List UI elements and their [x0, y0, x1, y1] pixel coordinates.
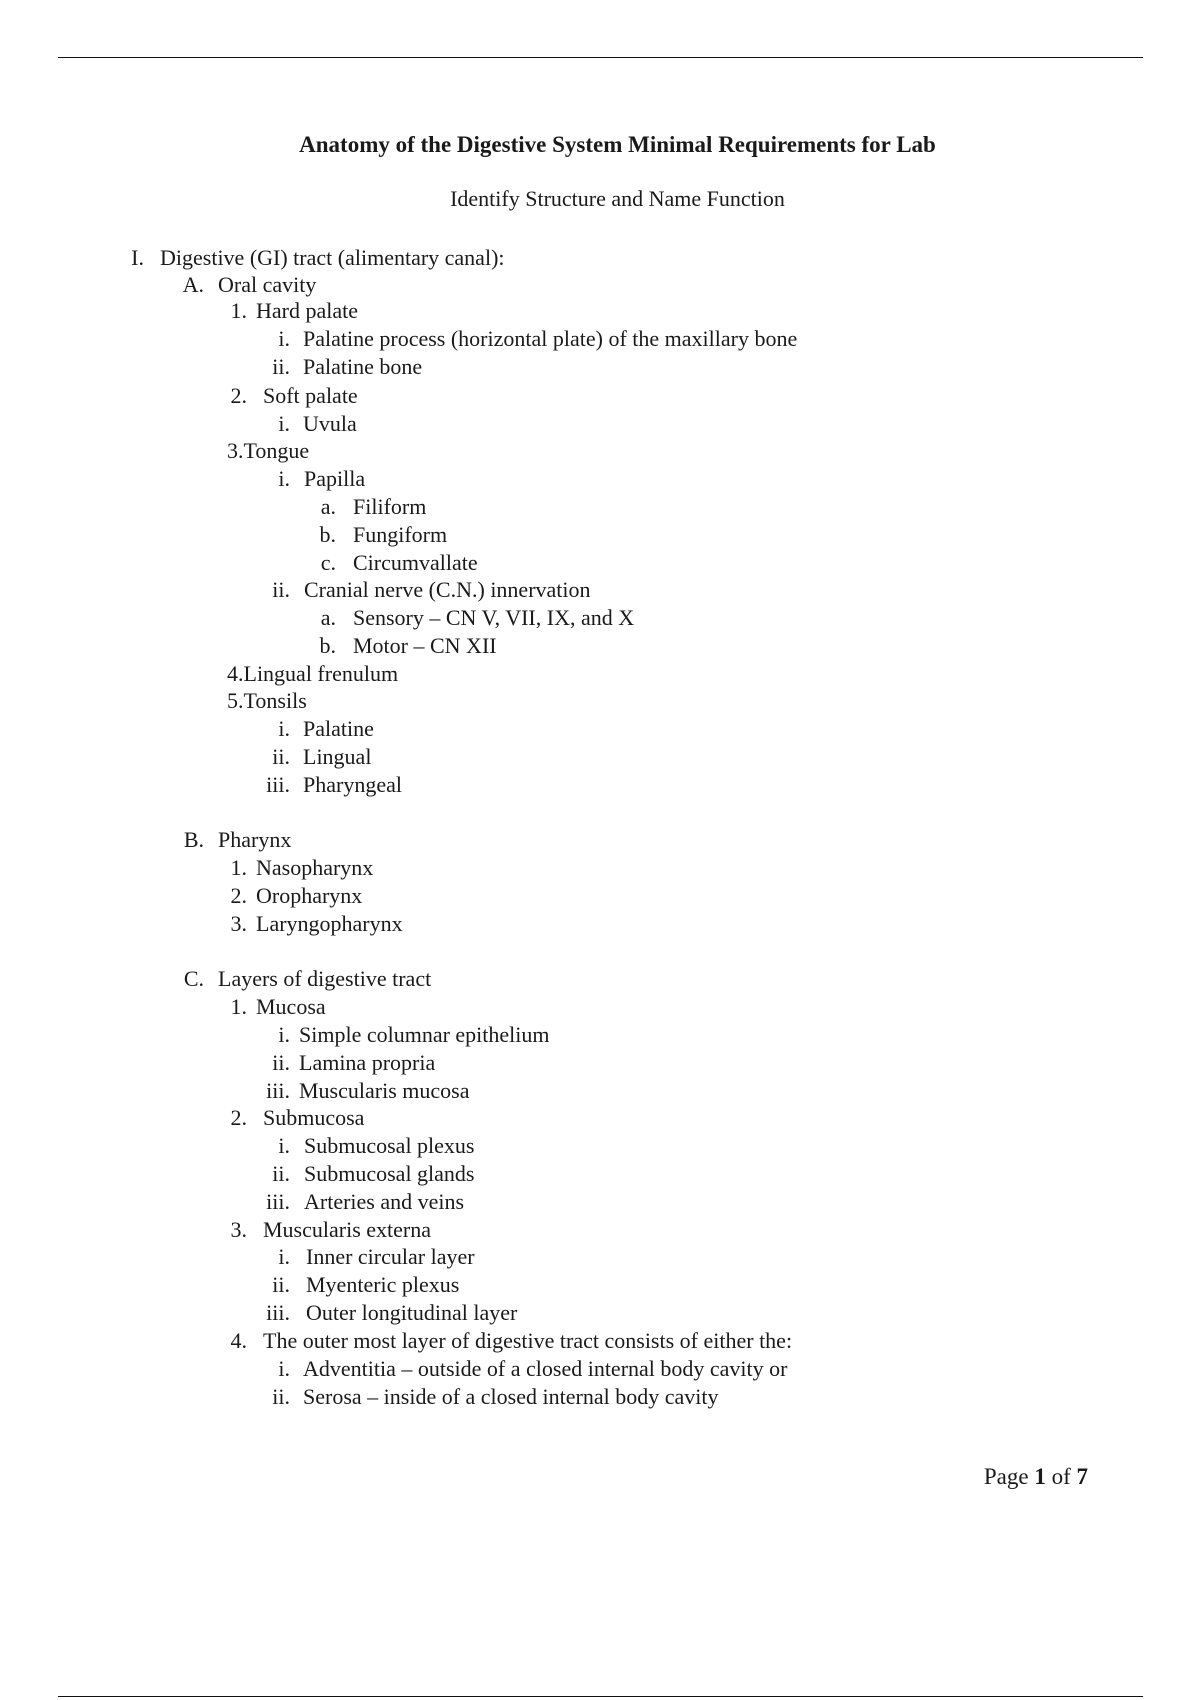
outline-text: 5.Tonsils	[227, 688, 307, 713]
outline-text: Soft palate	[263, 383, 358, 408]
page-word: Page	[983, 1464, 1029, 1489]
outline-marker: i.	[278, 716, 290, 741]
outline-text: Fungiform	[353, 522, 448, 547]
outline-text: 3.Tongue	[227, 438, 310, 463]
outline-text: Muscularis mucosa	[299, 1078, 470, 1103]
outline-marker: ii.	[272, 744, 290, 769]
outline-marker: ii.	[272, 1161, 290, 1186]
outline-text: The outer most layer of digestive tract consists of either the:	[263, 1328, 793, 1353]
outline-text: Arteries and veins	[304, 1189, 465, 1214]
outline-text: Simple columnar epithelium	[299, 1022, 550, 1047]
outline-marker: ii.	[272, 354, 290, 379]
outline-text: Muscularis externa	[263, 1217, 431, 1242]
outline-marker: iii.	[266, 1078, 290, 1103]
outline-marker: c.	[320, 550, 336, 575]
outline-text: Papilla	[304, 466, 366, 491]
outline-text: Pharynx	[218, 827, 292, 852]
outline-text: Pharyngeal	[303, 772, 402, 797]
outline-marker: 3.	[230, 911, 247, 936]
document-title: Anatomy of the Digestive System Minimal Requirements for Lab	[299, 132, 936, 157]
outline-marker: B.	[183, 827, 204, 852]
outline-marker: 1.	[230, 994, 247, 1019]
outline-marker: 2.	[230, 1105, 247, 1130]
outline-text: Sensory – CN V, VII, IX, and X	[353, 605, 635, 630]
page-of-word: of	[1051, 1464, 1071, 1489]
outline-text: Outer longitudinal layer	[306, 1300, 518, 1325]
outline-text: Oral cavity	[218, 272, 317, 297]
outline-marker: i.	[278, 466, 290, 491]
outline-text: Uvula	[303, 411, 357, 436]
outline-marker: b.	[319, 522, 336, 547]
outline-marker: C.	[183, 966, 204, 991]
outline-marker: iii.	[266, 1189, 290, 1214]
outline-text: Circumvallate	[353, 550, 478, 575]
outline-marker: i.	[278, 326, 290, 351]
outline-marker: a.	[320, 605, 336, 630]
page-current: 1	[1034, 1464, 1046, 1489]
outline-text: Adventitia – outside of a closed internal body cavity or	[303, 1356, 788, 1381]
outline-text: Palatine	[303, 716, 374, 741]
outline-text: Digestive (GI) tract (alimentary canal):	[160, 245, 505, 270]
outline-text: Mucosa	[256, 994, 326, 1019]
outline-marker: ii.	[272, 577, 290, 602]
outline-marker: 2.	[230, 883, 247, 908]
outline-marker: i.	[278, 1133, 290, 1158]
outline-marker: 1.	[230, 298, 247, 323]
outline-text: Submucosa	[263, 1105, 365, 1130]
outline-text: Cranial nerve (C.N.) innervation	[304, 577, 591, 602]
outline-marker: ii.	[272, 1272, 290, 1297]
outline-text: Serosa – inside of a closed internal body cavity	[303, 1384, 719, 1409]
outline-text: Filiform	[353, 494, 427, 519]
outline-text: Lingual	[303, 744, 372, 769]
outline-text: Myenteric plexus	[306, 1272, 460, 1297]
outline-text: Submucosal plexus	[304, 1133, 475, 1158]
outline-text: Nasopharynx	[256, 855, 374, 880]
outline-text: Palatine bone	[303, 354, 423, 379]
outline-text: Lamina propria	[299, 1050, 436, 1075]
page-number	[0, 1464, 1088, 1490]
outline-text: Motor – CN XII	[353, 633, 497, 658]
outline-text: Inner circular layer	[306, 1244, 475, 1269]
outline-marker: i.	[278, 411, 290, 436]
outline-marker: ii.	[272, 1384, 290, 1409]
outline-marker: 2.	[230, 383, 247, 408]
outline-marker: i.	[278, 1022, 290, 1047]
outline-marker: 3.	[230, 1217, 247, 1242]
outline-marker: iii.	[266, 772, 290, 797]
document-subtitle: Identify Structure and Name Function	[450, 186, 785, 211]
outline-marker: b.	[319, 633, 336, 658]
outline-text: 4.Lingual frenulum	[227, 661, 399, 686]
outline-marker: A.	[182, 272, 204, 297]
outline-text: Laryngopharynx	[256, 911, 403, 936]
outline-text: Palatine process (horizontal plate) of the maxillary bone	[303, 326, 798, 351]
outline-marker: 1.	[230, 855, 247, 880]
outline-marker: a.	[320, 494, 336, 519]
header-rule	[58, 57, 1143, 58]
outline-marker: i.	[278, 1244, 290, 1269]
outline-text: Submucosal glands	[304, 1161, 475, 1186]
outline-text: Hard palate	[256, 298, 358, 323]
outline-text: Oropharynx	[256, 883, 363, 908]
outline-marker: I.	[131, 245, 144, 270]
outline-text: Layers of digestive tract	[218, 966, 432, 991]
outline-marker: ii.	[272, 1050, 290, 1075]
outline-marker: iii.	[266, 1300, 290, 1325]
outline-marker: i.	[278, 1356, 290, 1381]
outline-marker: 4.	[230, 1328, 247, 1353]
footer-rule	[58, 1696, 1143, 1697]
page-total: 7	[1076, 1464, 1088, 1489]
